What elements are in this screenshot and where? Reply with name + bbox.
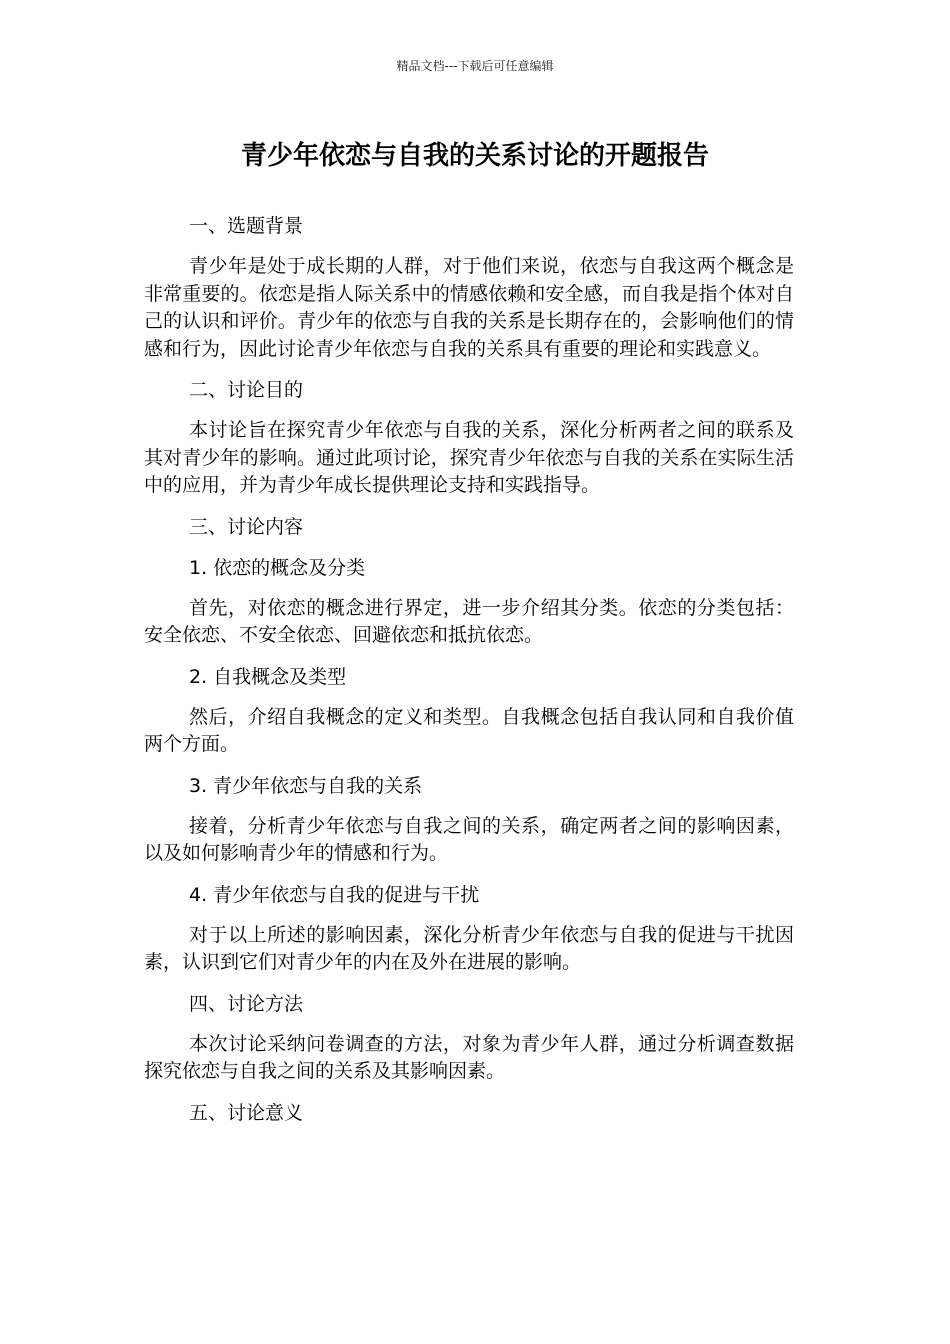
paragraph-promotion-interference: 对于以上所述的影响因素，深化分析青少年依恋与自我的促进与干扰因素，认识到它们对青少年的内在及外在进展的影响。 (144, 923, 794, 973)
section-heading-purpose: 二、讨论目的 (189, 379, 304, 401)
section-heading-method: 四、讨论方法 (189, 992, 304, 1015)
subheading-attachment-concept: 1. 依恋的概念及分类 (189, 556, 366, 579)
paragraph-background: 青少年是处于成长期的人群，对于他们来说，依恋与自我这两个概念是非常重要的。依恋是指人际关系中的情感依赖和安全感，而自我是指个体对自己的认识和评价。青少年的依恋与自我的关系是长期存在的，会影响他们的情感和行为，因此讨论青少年依恋与自我的关系具有重要的理论和实践意义。 (144, 255, 794, 360)
document-body (144, 212, 794, 1140)
page-header-note: 精品文档---下载后可任意编辑 (396, 59, 554, 73)
paragraph-attachment-concept: 首先，对依恋的概念进行界定，进一步介绍其分类。依恋的分类包括：安全依恋、不安全依恋、回避依恋和抵抗依恋。 (144, 596, 794, 646)
paragraph-self-concept: 然后，介绍自我概念的定义和类型。自我概念包括自我认同和自我价值两个方面。 (144, 705, 794, 755)
section-heading-background: 一、选题背景 (189, 215, 304, 237)
paragraph-relationship: 接着，分析青少年依恋与自我之间的关系，确定两者之间的影响因素，以及如何影响青少年的情感和行为。 (144, 814, 794, 864)
document-title: 青少年依恋与自我的关系讨论的开题报告 (240, 141, 709, 171)
paragraph-purpose: 本讨论旨在探究青少年依恋与自我的关系，深化分析两者之间的联系及其对青少年的影响。通过此项讨论，探究青少年依恋与自我的关系在实际生活中的应用，并为青少年成长提供理论支持和实践指导。 (144, 419, 794, 496)
section-heading-significance: 五、讨论意义 (189, 1101, 304, 1124)
section-heading-content: 三、讨论内容 (189, 515, 304, 538)
paragraph-method: 本次讨论采纳问卷调查的方法，对象为青少年人群，通过分析调查数据探究依恋与自我之间的关系及其影响因素。 (144, 1032, 794, 1082)
subheading-self-concept: 2. 自我概念及类型 (189, 665, 347, 688)
subheading-promotion-interference: 4. 青少年依恋与自我的促进与干扰 (189, 883, 480, 906)
subheading-relationship: 3. 青少年依恋与自我的关系 (189, 774, 423, 797)
